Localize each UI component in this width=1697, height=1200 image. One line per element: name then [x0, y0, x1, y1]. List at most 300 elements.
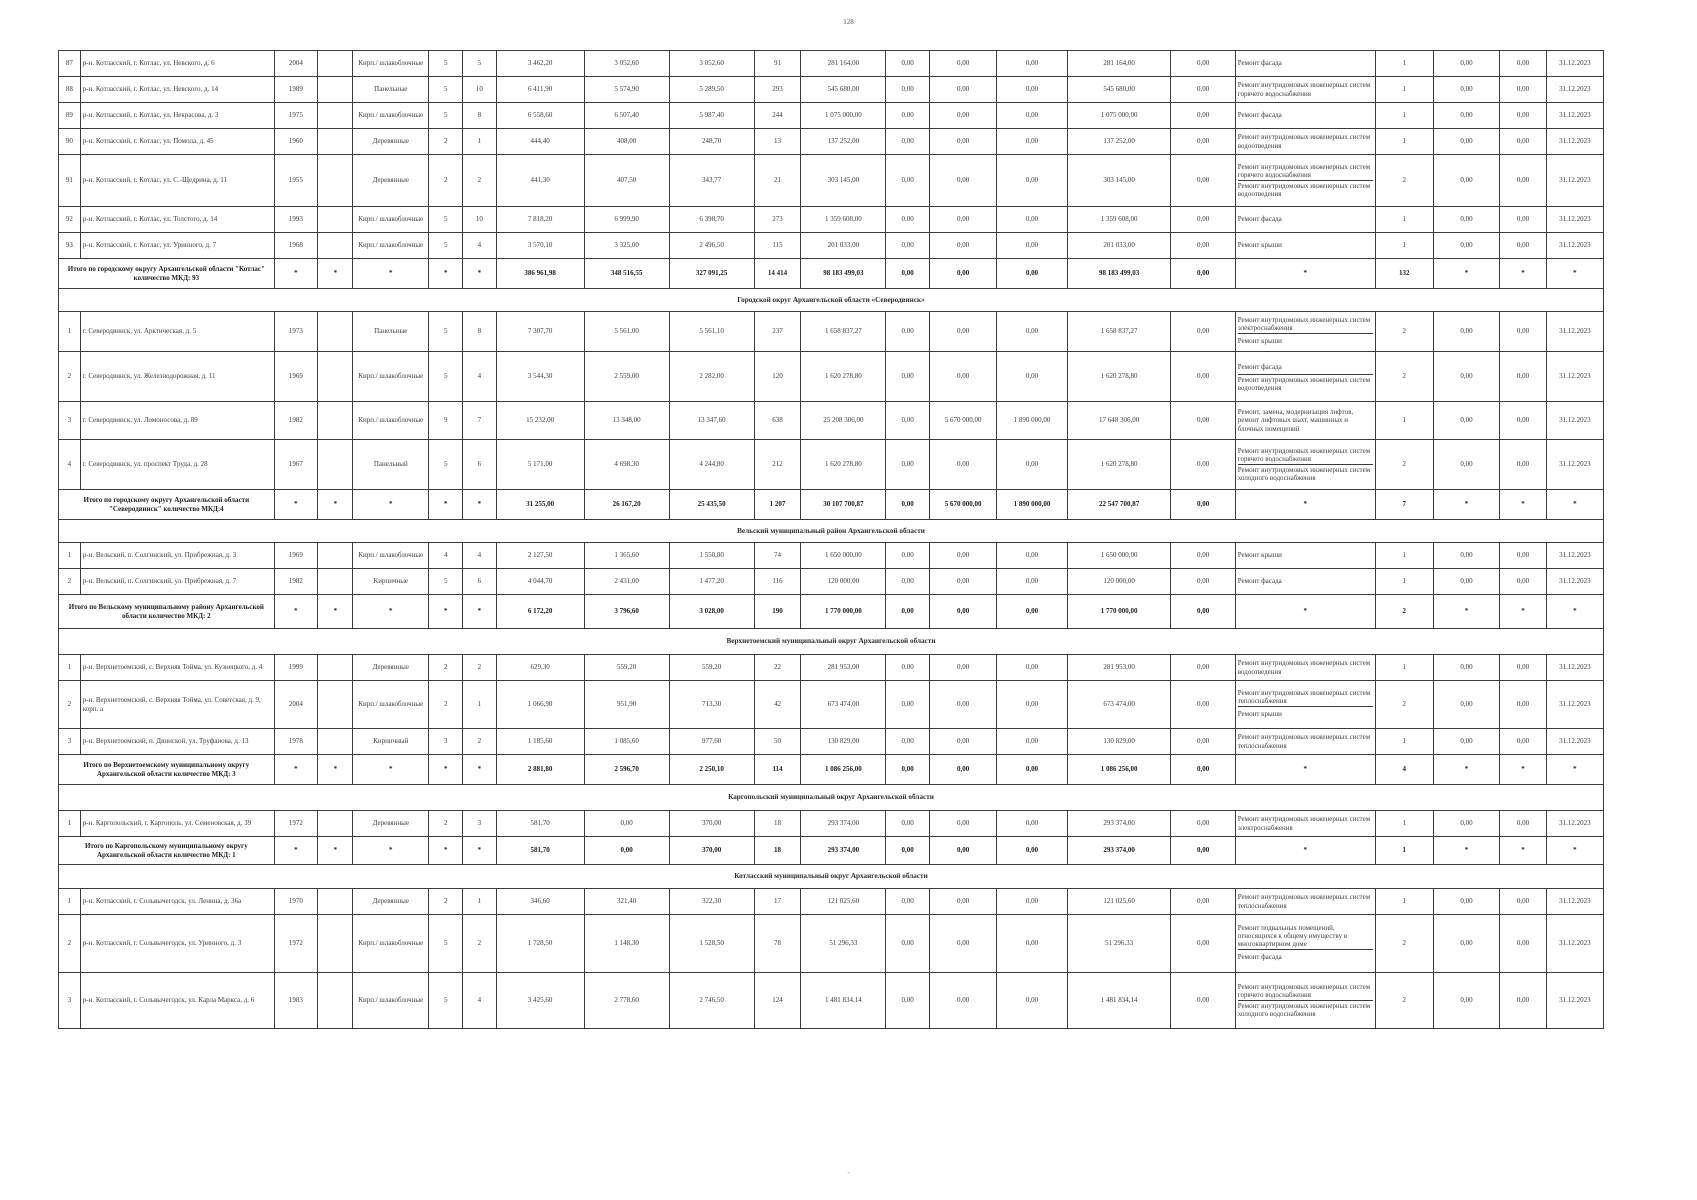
subtotal-placeholder-cell: * — [1433, 259, 1499, 289]
max-cost-cell: 0,00 — [1500, 973, 1547, 1029]
floors-cell: 4 — [429, 543, 463, 569]
funding-f3-cell: 0,00 — [997, 129, 1068, 155]
area-a1-cell: 3 425,60 — [496, 973, 584, 1029]
subtotal-label: Итого по городскому округу Архангельской области "Котлас" количество МКД: 93 — [59, 259, 275, 289]
subtotal-placeholder-cell: * — [429, 755, 463, 785]
funding-f1-cell: 0,00 — [886, 103, 930, 129]
subtotal-a2-cell: 2 596,70 — [584, 755, 669, 785]
wall-material-cell: Кирп./ шлакоблочные — [353, 402, 429, 440]
work-type-item: Ремонт крыши — [1238, 333, 1373, 348]
subtotal-placeholder-cell: * — [274, 755, 318, 785]
funding-f1-cell: 0,00 — [886, 402, 930, 440]
section-title: Каргопольский муниципальный округ Архангельской области — [59, 785, 1604, 811]
building-row — [59, 77, 1604, 103]
total-cost-cell: 673 474,00 — [801, 681, 886, 729]
renovation-year-cell — [318, 440, 353, 490]
building-row — [59, 543, 1604, 569]
specific-cost-cell: 0,00 — [1433, 402, 1499, 440]
subtotal-cost-cell: 1 086 256,00 — [801, 755, 886, 785]
work-types-list — [1238, 407, 1373, 433]
completion-date-cell: 31.12.2023 — [1546, 129, 1603, 155]
subtotal-a1-cell: 31 255,00 — [496, 490, 584, 520]
max-cost-cell: 0,00 — [1500, 811, 1547, 837]
funding-f2-cell: 0,00 — [929, 973, 996, 1029]
address-cell: р-н. Котласский, г. Сольвычегодск, ул. Ленина, д. 36а — [80, 889, 274, 915]
work-type-item: Ремонт внутридомовых инженерных систем горячего водоснабжения — [1237, 81, 1371, 98]
area-a2-cell: 6 999,90 — [584, 207, 669, 233]
subtotal-work-count-cell: 1 — [1375, 837, 1433, 865]
funding-f1-cell: 0,00 — [886, 129, 930, 155]
completion-date-cell: 31.12.2023 — [1546, 103, 1603, 129]
work-types-cell — [1235, 312, 1375, 352]
work-count-cell: 2 — [1375, 312, 1433, 352]
funding-f1-cell: 0,00 — [886, 312, 930, 352]
residents-cell: 244 — [754, 103, 801, 129]
specific-cost-cell: 0,00 — [1433, 103, 1499, 129]
wall-material-cell: Кирп./ шлакоблочные — [353, 543, 429, 569]
work-types-list — [1238, 549, 1373, 563]
funding-f3-cell: 0,00 — [997, 973, 1068, 1029]
work-types-cell — [1235, 77, 1375, 103]
area-a3-cell: 6 398,70 — [669, 207, 754, 233]
owner-funds-cell: 1 620 278,80 — [1067, 440, 1171, 490]
area-a1-cell: 1 728,50 — [496, 915, 584, 973]
subtotal-a3-cell: 3 028,00 — [669, 595, 754, 629]
completion-date-cell: 31.12.2023 — [1546, 352, 1603, 402]
area-a3-cell: 5 987,40 — [669, 103, 754, 129]
subtotal-f2-cell: 0,00 — [929, 837, 996, 865]
subtotal-placeholder-cell: * — [1235, 595, 1375, 629]
subtotal-f2-cell: 0,00 — [929, 259, 996, 289]
entrances-cell: 6 — [463, 440, 496, 490]
row-number-cell: 1 — [59, 543, 81, 569]
wall-material-cell: Кирп./ шлакоблочные — [353, 352, 429, 402]
subtotal-label: Итого по городскому округу Архангельской области "Северодвинск" количество МКД:4 — [59, 490, 275, 520]
residents-cell: 91 — [754, 51, 801, 77]
entrances-cell: 6 — [463, 569, 496, 595]
total-cost-cell: 25 208 306,00 — [801, 402, 886, 440]
specific-cost-cell: 0,00 — [1433, 77, 1499, 103]
specific-cost-cell: 0,00 — [1433, 352, 1499, 402]
entrances-cell: 5 — [463, 51, 496, 77]
area-a3-cell: 370,00 — [669, 811, 754, 837]
area-a3-cell: 5 289,50 — [669, 77, 754, 103]
area-a3-cell: 977,60 — [669, 729, 754, 755]
build-year-cell: 1969 — [274, 543, 318, 569]
funding-f1-cell: 0,00 — [886, 915, 930, 973]
building-row — [59, 973, 1604, 1029]
owner-funds-cell: 120 000,00 — [1067, 569, 1171, 595]
funding-f1-cell: 0,00 — [886, 51, 930, 77]
build-year-cell: 1999 — [274, 655, 318, 681]
other-funds-cell: 0,00 — [1171, 681, 1235, 729]
total-cost-cell: 51 296,33 — [801, 915, 886, 973]
floors-cell: 5 — [429, 51, 463, 77]
work-count-cell: 1 — [1375, 569, 1433, 595]
funding-f2-cell: 0,00 — [929, 77, 996, 103]
subtotal-placeholder-cell: * — [1433, 837, 1499, 865]
wall-material-cell: Деревянные — [353, 889, 429, 915]
area-a3-cell: 1 528,50 — [669, 915, 754, 973]
completion-date-cell: 31.12.2023 — [1546, 207, 1603, 233]
address-cell: р-н. Верхнетоемский, с. Верхняя Тойма, ул. Советская, д. 9, корп. а — [80, 681, 274, 729]
max-cost-cell: 0,00 — [1500, 207, 1547, 233]
wall-material-cell: Панельные — [353, 77, 429, 103]
area-a3-cell: 322,30 — [669, 889, 754, 915]
area-a2-cell: 1 085,60 — [584, 729, 669, 755]
area-a2-cell: 13 348,00 — [584, 402, 669, 440]
register-body — [59, 51, 1604, 1029]
funding-f2-cell: 0,00 — [929, 681, 996, 729]
funding-f1-cell: 0,00 — [886, 155, 930, 207]
subtotal-f3-cell: 0,00 — [997, 259, 1068, 289]
funding-f3-cell: 0,00 — [997, 352, 1068, 402]
floors-cell: 5 — [429, 207, 463, 233]
renovation-year-cell — [318, 543, 353, 569]
area-a3-cell: 2 282,00 — [669, 352, 754, 402]
area-a1-cell: 7 307,70 — [496, 312, 584, 352]
total-cost-cell: 1 650 000,00 — [801, 543, 886, 569]
owner-funds-cell: 121 025,60 — [1067, 889, 1171, 915]
residents-cell: 212 — [754, 440, 801, 490]
subtotal-f2-cell: 0,00 — [929, 595, 996, 629]
row-number-cell: 1 — [59, 655, 81, 681]
wall-material-cell: Кирп./ шлакоблочные — [353, 233, 429, 259]
section-header-row — [59, 785, 1604, 811]
funding-f3-cell: 0,00 — [997, 77, 1068, 103]
funding-f2-cell: 0,00 — [929, 129, 996, 155]
funding-f3-cell: 0,00 — [997, 729, 1068, 755]
subtotal-f4-cell: 293 374,00 — [1067, 837, 1171, 865]
work-count-cell: 1 — [1375, 655, 1433, 681]
area-a3-cell: 559,20 — [669, 655, 754, 681]
subtotal-work-count-cell: 2 — [1375, 595, 1433, 629]
renovation-year-cell — [318, 77, 353, 103]
work-types-list — [1238, 892, 1373, 910]
funding-f1-cell: 0,00 — [886, 655, 930, 681]
building-row — [59, 352, 1604, 402]
funding-f1-cell: 0,00 — [886, 811, 930, 837]
funding-f3-cell: 1 890 000,00 — [997, 402, 1068, 440]
funding-f1-cell: 0,00 — [886, 681, 930, 729]
section-header-row — [59, 520, 1604, 543]
funding-f3-cell: 0,00 — [997, 103, 1068, 129]
subtotal-ppl-cell: 18 — [754, 837, 801, 865]
work-types-cell — [1235, 233, 1375, 259]
area-a2-cell: 5 574,90 — [584, 77, 669, 103]
work-count-cell: 1 — [1375, 543, 1433, 569]
max-cost-cell: 0,00 — [1500, 915, 1547, 973]
work-count-cell: 1 — [1375, 103, 1433, 129]
other-funds-cell: 0,00 — [1171, 155, 1235, 207]
work-count-cell: 2 — [1375, 155, 1433, 207]
area-a2-cell: 951,90 — [584, 681, 669, 729]
funding-f2-cell: 0,00 — [929, 543, 996, 569]
work-type-item: Ремонт внутридомовых инженерных систем водоотведения — [1237, 133, 1371, 150]
subtotal-label: Итого по Вельскому муниципальному району Архангельской области количество МКД: 2 — [59, 595, 275, 629]
funding-f2-cell: 0,00 — [929, 51, 996, 77]
entrances-cell: 2 — [463, 155, 496, 207]
total-cost-cell: 137 252,00 — [801, 129, 886, 155]
floors-cell: 3 — [429, 729, 463, 755]
entrances-cell: 2 — [463, 915, 496, 973]
work-types-cell — [1235, 352, 1375, 402]
max-cost-cell: 0,00 — [1500, 233, 1547, 259]
floors-cell: 5 — [429, 973, 463, 1029]
subtotal-placeholder-cell: * — [318, 259, 353, 289]
other-funds-cell: 0,00 — [1171, 543, 1235, 569]
work-type-item: Ремонт внутридомовых инженерных систем электроснабжения — [1237, 315, 1371, 332]
completion-date-cell: 31.12.2023 — [1546, 51, 1603, 77]
renovation-year-cell — [318, 729, 353, 755]
funding-f3-cell: 0,00 — [997, 440, 1068, 490]
build-year-cell: 1982 — [274, 402, 318, 440]
building-row — [59, 729, 1604, 755]
entrances-cell: 4 — [463, 352, 496, 402]
subtotal-a1-cell: 581,70 — [496, 837, 584, 865]
area-a2-cell: 2 778,60 — [584, 973, 669, 1029]
row-number-cell: 2 — [59, 569, 81, 595]
renovation-year-cell — [318, 155, 353, 207]
subtotal-placeholder-cell: * — [429, 837, 463, 865]
renovation-year-cell — [318, 655, 353, 681]
work-types-list — [1238, 80, 1373, 98]
wall-material-cell: Кирп./ шлакоблочные — [353, 51, 429, 77]
area-a2-cell: 408,00 — [584, 129, 669, 155]
specific-cost-cell: 0,00 — [1433, 233, 1499, 259]
floors-cell: 5 — [429, 352, 463, 402]
subtotal-row — [59, 490, 1604, 520]
subtotal-row — [59, 837, 1604, 865]
subtotal-row — [59, 259, 1604, 289]
residents-cell: 273 — [754, 207, 801, 233]
subtotal-placeholder-cell: * — [463, 259, 496, 289]
total-cost-cell: 293 374,00 — [801, 811, 886, 837]
other-funds-cell: 0,00 — [1171, 973, 1235, 1029]
work-type-item: Ремонт внутридомовых инженерных систем горячего водоснабжения — [1237, 982, 1371, 999]
row-number-cell: 91 — [59, 155, 81, 207]
subtotal-placeholder-cell: * — [318, 595, 353, 629]
subtotal-placeholder-cell: * — [1235, 837, 1375, 865]
area-a2-cell: 0,00 — [584, 811, 669, 837]
entrances-cell: 8 — [463, 103, 496, 129]
subtotal-placeholder-cell: * — [1500, 259, 1547, 289]
specific-cost-cell: 0,00 — [1433, 569, 1499, 595]
entrances-cell: 10 — [463, 77, 496, 103]
area-a3-cell: 2 496,50 — [669, 233, 754, 259]
renovation-year-cell — [318, 51, 353, 77]
area-a2-cell: 321,40 — [584, 889, 669, 915]
completion-date-cell: 31.12.2023 — [1546, 811, 1603, 837]
work-count-cell: 1 — [1375, 129, 1433, 155]
work-type-item: Ремонт крыши — [1237, 551, 1282, 560]
build-year-cell: 1982 — [274, 569, 318, 595]
subtotal-cost-cell: 30 107 700,87 — [801, 490, 886, 520]
other-funds-cell: 0,00 — [1171, 569, 1235, 595]
floors-cell: 5 — [429, 569, 463, 595]
renovation-year-cell — [318, 352, 353, 402]
owner-funds-cell: 281 164,00 — [1067, 51, 1171, 77]
subtotal-a2-cell: 0,00 — [584, 837, 669, 865]
completion-date-cell: 31.12.2023 — [1546, 915, 1603, 973]
row-number-cell: 3 — [59, 402, 81, 440]
subtotal-f5-cell: 0,00 — [1171, 837, 1235, 865]
total-cost-cell: 1 359 608,00 — [801, 207, 886, 233]
work-types-cell — [1235, 103, 1375, 129]
subtotal-placeholder-cell: * — [274, 490, 318, 520]
work-type-item: Ремонт внутридомовых инженерных систем горячего водоснабжения — [1237, 446, 1371, 463]
funding-f1-cell: 0,00 — [886, 973, 930, 1029]
work-count-cell: 2 — [1375, 973, 1433, 1029]
subtotal-placeholder-cell: * — [463, 837, 496, 865]
other-funds-cell: 0,00 — [1171, 129, 1235, 155]
work-type-item: Ремонт крыши — [1238, 706, 1373, 721]
work-type-item: Ремонт подвальных помещений, относящихся к общему имуществу в многоквартирном доме — [1237, 923, 1347, 949]
area-a1-cell: 6 558,60 — [496, 103, 584, 129]
entrances-cell: 4 — [463, 233, 496, 259]
other-funds-cell: 0,00 — [1171, 77, 1235, 103]
other-funds-cell: 0,00 — [1171, 915, 1235, 973]
subtotal-work-count-cell: 4 — [1375, 755, 1433, 785]
residents-cell: 18 — [754, 811, 801, 837]
area-a1-cell: 629,30 — [496, 655, 584, 681]
specific-cost-cell: 0,00 — [1433, 129, 1499, 155]
subtotal-ppl-cell: 190 — [754, 595, 801, 629]
subtotal-placeholder-cell: * — [318, 755, 353, 785]
funding-f1-cell: 0,00 — [886, 440, 930, 490]
work-type-item: Ремонт внутридомовых инженерных систем электроснабжения — [1237, 815, 1371, 832]
building-row — [59, 681, 1604, 729]
address-cell: р-н. Верхнетоемский, п. Двинской, ул. Труфанова, д. 13 — [80, 729, 274, 755]
owner-funds-cell: 1 359 608,00 — [1067, 207, 1171, 233]
build-year-cell: 1960 — [274, 129, 318, 155]
address-cell: р-н. Котласский, г. Котлас, ул. Некрасова, д. 3 — [80, 103, 274, 129]
completion-date-cell: 31.12.2023 — [1546, 402, 1603, 440]
max-cost-cell: 0,00 — [1500, 103, 1547, 129]
row-number-cell: 4 — [59, 440, 81, 490]
work-types-cell — [1235, 402, 1375, 440]
area-a1-cell: 3 462,20 — [496, 51, 584, 77]
completion-date-cell: 31.12.2023 — [1546, 77, 1603, 103]
subtotal-cost-cell: 1 770 000,00 — [801, 595, 886, 629]
building-row — [59, 129, 1604, 155]
subtotal-placeholder-cell: * — [1433, 755, 1499, 785]
floors-cell: 5 — [429, 312, 463, 352]
funding-f2-cell: 0,00 — [929, 312, 996, 352]
subtotal-f5-cell: 0,00 — [1171, 259, 1235, 289]
area-a1-cell: 15 232,00 — [496, 402, 584, 440]
area-a3-cell: 13 347,60 — [669, 402, 754, 440]
subtotal-label: Итого по Каргопольскому муниципальному округу Архангельской области количество МКД: 1 — [59, 837, 275, 865]
specific-cost-cell: 0,00 — [1433, 543, 1499, 569]
specific-cost-cell: 0,00 — [1433, 312, 1499, 352]
subtotal-placeholder-cell: * — [463, 595, 496, 629]
owner-funds-cell: 1 481 834,14 — [1067, 973, 1171, 1029]
wall-material-cell: Кирп./ шлакоблочные — [353, 915, 429, 973]
work-types-cell — [1235, 155, 1375, 207]
floors-cell: 2 — [429, 889, 463, 915]
funding-f3-cell: 0,00 — [997, 569, 1068, 595]
area-a1-cell: 1 185,60 — [496, 729, 584, 755]
wall-material-cell: Кирп./ шлакоблочные — [353, 207, 429, 233]
row-number-cell: 93 — [59, 233, 81, 259]
max-cost-cell: 0,00 — [1500, 51, 1547, 77]
row-number-cell: 2 — [59, 915, 81, 973]
renovation-year-cell — [318, 973, 353, 1029]
residents-cell: 50 — [754, 729, 801, 755]
section-header-row — [59, 289, 1604, 312]
work-count-cell: 2 — [1375, 915, 1433, 973]
wall-material-cell: Деревянные — [353, 129, 429, 155]
residents-cell: 22 — [754, 655, 801, 681]
work-types-list — [1238, 923, 1373, 964]
row-number-cell: 3 — [59, 973, 81, 1029]
renovation-year-cell — [318, 889, 353, 915]
address-cell: р-н. Котласский, г. Котлас, ул. Толстого, д. 14 — [80, 207, 274, 233]
subtotal-a2-cell: 348 516,55 — [584, 259, 669, 289]
area-a1-cell: 1 066,90 — [496, 681, 584, 729]
area-a1-cell: 441,30 — [496, 155, 584, 207]
subtotal-f1-cell: 0,00 — [886, 837, 930, 865]
building-row — [59, 233, 1604, 259]
other-funds-cell: 0,00 — [1171, 233, 1235, 259]
residents-cell: 115 — [754, 233, 801, 259]
area-a1-cell: 7 818,20 — [496, 207, 584, 233]
owner-funds-cell: 545 680,00 — [1067, 77, 1171, 103]
area-a2-cell: 2 559,00 — [584, 352, 669, 402]
completion-date-cell: 31.12.2023 — [1546, 155, 1603, 207]
specific-cost-cell: 0,00 — [1433, 811, 1499, 837]
entrances-cell: 4 — [463, 543, 496, 569]
area-a2-cell: 1 148,30 — [584, 915, 669, 973]
other-funds-cell: 0,00 — [1171, 103, 1235, 129]
build-year-cell: 1978 — [274, 729, 318, 755]
build-year-cell: 2004 — [274, 51, 318, 77]
area-a3-cell: 248,70 — [669, 129, 754, 155]
work-types-list — [1238, 982, 1373, 1019]
work-types-cell — [1235, 655, 1375, 681]
specific-cost-cell: 0,00 — [1433, 207, 1499, 233]
funding-f2-cell: 0,00 — [929, 915, 996, 973]
address-cell: р-н. Котласский, г. Сольвычегодск, ул. Уринного, д. 3 — [80, 915, 274, 973]
section-header-row — [59, 865, 1604, 889]
area-a2-cell: 559,20 — [584, 655, 669, 681]
subtotal-f4-cell: 22 547 700,87 — [1067, 490, 1171, 520]
work-types-list — [1238, 658, 1373, 676]
max-cost-cell: 0,00 — [1500, 681, 1547, 729]
subtotal-placeholder-cell: * — [274, 259, 318, 289]
completion-date-cell: 31.12.2023 — [1546, 729, 1603, 755]
subtotal-placeholder-cell: * — [353, 595, 429, 629]
work-type-item: Ремонт фасада — [1237, 215, 1282, 224]
other-funds-cell: 0,00 — [1171, 51, 1235, 77]
subtotal-placeholder-cell: * — [353, 259, 429, 289]
funding-f3-cell: 0,00 — [997, 889, 1068, 915]
subtotal-ppl-cell: 114 — [754, 755, 801, 785]
total-cost-cell: 120 000,00 — [801, 569, 886, 595]
work-type-item: Ремонт внутридомовых инженерных систем холодного водоснабжения — [1238, 1000, 1373, 1019]
renovation-year-cell — [318, 569, 353, 595]
area-a2-cell: 2 431,00 — [584, 569, 669, 595]
build-year-cell: 1975 — [274, 103, 318, 129]
max-cost-cell: 0,00 — [1500, 402, 1547, 440]
entrances-cell: 4 — [463, 973, 496, 1029]
residents-cell: 638 — [754, 402, 801, 440]
funding-f2-cell: 0,00 — [929, 207, 996, 233]
work-type-item: Ремонт внутридомовых инженерных систем водоотведения — [1238, 374, 1373, 393]
other-funds-cell: 0,00 — [1171, 729, 1235, 755]
row-number-cell: 1 — [59, 889, 81, 915]
